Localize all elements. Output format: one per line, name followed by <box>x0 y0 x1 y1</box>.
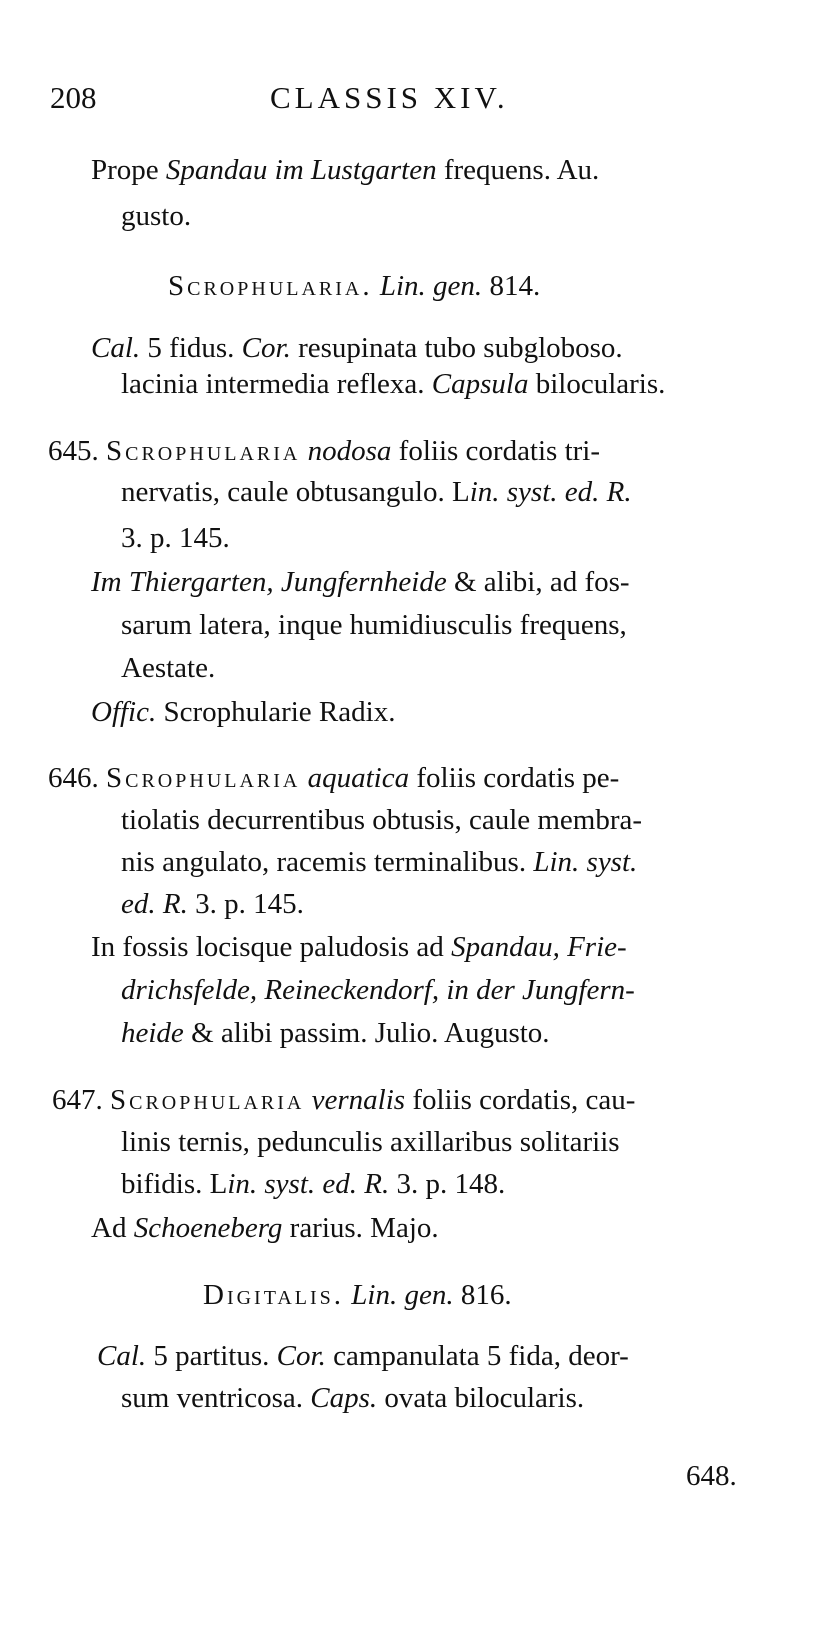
text-span: 3. p. 145. <box>187 888 304 920</box>
text-line <box>91 1210 439 1246</box>
italic-text: Cal. <box>91 332 141 364</box>
italic-text: vernalis <box>311 1084 406 1116</box>
text-span: nervatis, caule obtusangulo. L <box>121 476 470 508</box>
text-span: foliis cordatis tri- <box>391 435 601 467</box>
text-span: tiolatis decurrentibus obtusis, caule membra- <box>121 804 643 836</box>
italic-text: Offic. <box>91 696 157 728</box>
text-line <box>48 760 619 796</box>
text-span <box>373 270 380 302</box>
text-span: sarum latera, inque humidiusculis frequens, <box>121 609 627 641</box>
text-span: lacinia intermedia reflexa. <box>121 368 432 400</box>
text-span: resupinata tubo subgloboso. <box>290 332 623 364</box>
italic-text: Cor. <box>276 1340 326 1372</box>
page-number: 208 <box>50 80 97 115</box>
text-line <box>121 1015 550 1051</box>
text-span: 3. p. 145. <box>121 522 230 554</box>
italic-text: nodosa <box>307 435 392 467</box>
text-span: ovata bilocularis. <box>377 1382 585 1414</box>
text-span: sum ventricosa. <box>121 1382 311 1414</box>
text-line <box>121 886 304 922</box>
text-span <box>300 762 307 794</box>
text-line <box>121 1166 505 1202</box>
text-line <box>121 474 632 510</box>
italic-text: drichsfelde, Reineckendorf, in der Jungfern- <box>121 974 635 1006</box>
text-span: frequens. Au. <box>436 154 600 186</box>
text-line <box>121 972 635 1008</box>
text-span: 814. <box>482 270 541 302</box>
genus-name: Scrophularia. <box>168 270 373 302</box>
italic-text: Schoeneberg <box>133 1212 283 1244</box>
italic-text: in. syst. ed. R. <box>227 1168 390 1200</box>
italic-text: Lin. syst. <box>533 846 638 878</box>
text-span: 816. <box>453 1279 512 1311</box>
genus-name: Scrophularia <box>110 1084 305 1116</box>
italic-text: ed. R. <box>121 888 188 920</box>
catchword: 648. <box>686 1460 737 1492</box>
text-line <box>121 366 665 402</box>
italic-text: Lin. gen. <box>379 270 483 302</box>
text-line <box>121 1124 620 1160</box>
text-line <box>97 1338 629 1374</box>
text-line <box>121 650 215 686</box>
text-span <box>300 435 307 467</box>
text-line <box>121 1380 584 1416</box>
text-line <box>168 268 540 304</box>
italic-text: Caps. <box>310 1382 378 1414</box>
italic-text: aquatica <box>307 762 410 794</box>
text-line <box>91 152 599 188</box>
text-span: linis ternis, pedunculis axillaribus solitariis <box>121 1126 620 1158</box>
text-span: Aestate. <box>121 652 216 684</box>
text-span: Ad <box>91 1212 134 1244</box>
text-line <box>121 802 642 838</box>
italic-text: Lin. gen. <box>351 1279 454 1311</box>
italic-text: heide <box>121 1017 184 1049</box>
italic-text: in. syst. ed. R. <box>469 476 632 508</box>
italic-text: Spandau im Lustgarten <box>165 154 437 186</box>
genus-name: Scrophularia <box>106 435 301 467</box>
text-span: gusto. <box>121 200 192 232</box>
text-span: Scrophularie Radix. <box>156 696 396 728</box>
text-span: 647. <box>52 1084 110 1116</box>
text-span: foliis cordatis, cau- <box>405 1084 636 1116</box>
italic-text: Im Thiergarten, Jungfernheide <box>91 566 447 598</box>
text-line <box>121 607 627 643</box>
genus-name: Digitalis. <box>203 1279 345 1311</box>
text-line <box>52 1082 635 1118</box>
text-span: In fossis locisque paludosis ad <box>91 931 452 963</box>
text-span: & alibi passim. Julio. Augusto. <box>183 1017 550 1049</box>
text-line <box>121 520 230 556</box>
text-line <box>203 1277 512 1313</box>
text-line <box>91 330 623 366</box>
text-line <box>121 844 637 880</box>
text-line <box>91 694 395 730</box>
text-span: foliis cordatis pe- <box>409 762 620 794</box>
text-span: 5 partitus. <box>146 1340 277 1372</box>
text-span: 645. <box>48 435 106 467</box>
text-line <box>48 433 600 469</box>
text-line <box>121 198 191 234</box>
text-span: 3. p. 148. <box>389 1168 506 1200</box>
text-span: bilocularis. <box>528 368 666 400</box>
italic-text: Cal. <box>97 1340 147 1372</box>
text-span: Prope <box>91 154 166 186</box>
text-span: rarius. Majo. <box>282 1212 439 1244</box>
text-span: nis angulato, racemis terminalibus. <box>121 846 534 878</box>
running-title: CLASSIS XIV. <box>270 80 509 115</box>
italic-text: Capsula <box>431 368 529 400</box>
text-span: 646. <box>48 762 106 794</box>
italic-text: Spandau, Frie- <box>451 931 627 963</box>
text-line <box>91 564 630 600</box>
text-line <box>91 929 627 965</box>
text-span: campanulata 5 fida, deor- <box>325 1340 629 1372</box>
text-span: bifidis. L <box>121 1168 228 1200</box>
text-span: 5 fidus. <box>140 332 242 364</box>
text-span <box>304 1084 311 1116</box>
genus-name: Scrophularia <box>106 762 301 794</box>
text-span: & alibi, ad fos- <box>446 566 630 598</box>
italic-text: Cor. <box>241 332 291 364</box>
